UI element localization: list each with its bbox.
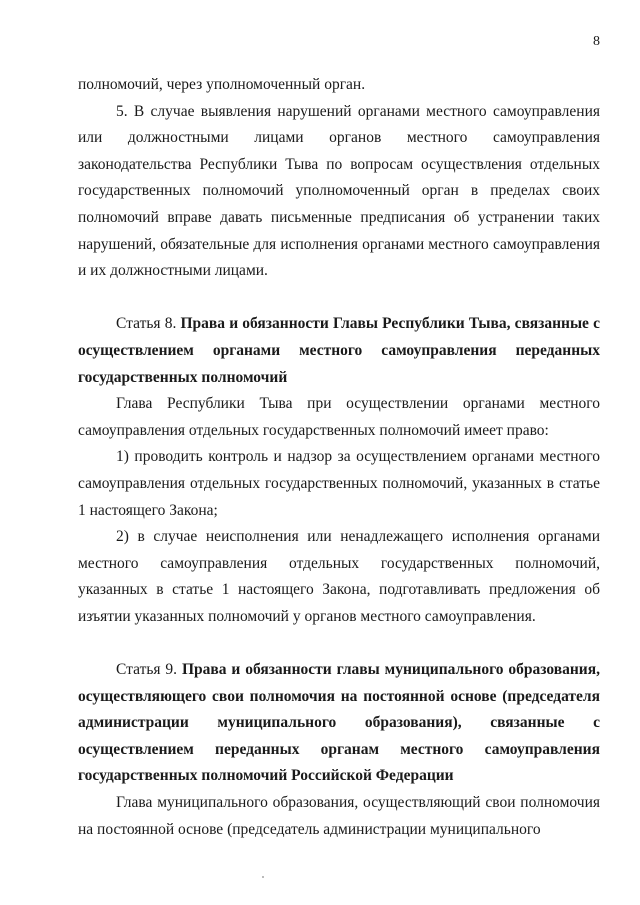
paragraph-head-rights: Глава Республики Тыва при осуществлении органами местного самоуправления отдельных государственных полномочий имеет право: [78, 395, 600, 439]
article-8-title: Права и обязанности Главы Республики Тыва, связанные с осуществлением органами местного самоуправления переданных государственных полномочий [78, 315, 600, 386]
paragraph-item-5: 5. В случае выявления нарушений органами местного самоуправления или должностными лицами органов местного самоуправления законодательства Республики Тыва по вопросам осуществления отдельных государственных полномочий уполномоченный орган в пределах своих полномочий вправе давать письменные предписания об устранении таких нарушений, обязательные для исполнения органами местного самоуправления и их должностными лицами. [78, 102, 600, 280]
paragraph-item-2: 2) в случае неисполнения или ненадлежащего исполнения органами местного самоуправления отдельных государственных полномочий, указанных в статье 1 настоящего Закона, подготавливать предложения об изъятии указанных полномочий у органов местного самоуправления. [78, 528, 600, 625]
article-9-title: Права и обязанности главы муниципального образования, осуществляющего свои полномочия на постоянной основе (председателя администрации муниципального образования), связанные с осуществлением переданных органам местного самоуправления государственных полномочий Российской Федерации [78, 661, 600, 785]
document-body [78, 72, 600, 843]
article-9-label: Статья 9. [116, 661, 182, 679]
article-8-label: Статья 8. [116, 315, 181, 333]
paragraph-municipal-head: Глава муниципального образования, осуществляющий свои полномочия на постоянной основе (председатель администрации муниципального [78, 794, 600, 838]
article-9-heading [78, 657, 600, 790]
scan-speck [262, 876, 264, 878]
article-8-heading [78, 311, 600, 391]
paragraph-continuation: полномочий, через уполномоченный орган. [78, 76, 366, 93]
paragraph-item-1: 1) проводить контроль и надзор за осуществлением органами местного самоуправления отдельных государственных полномочий, указанных в статье 1 настоящего Закона; [78, 448, 600, 519]
page-number: 8 [593, 34, 600, 49]
